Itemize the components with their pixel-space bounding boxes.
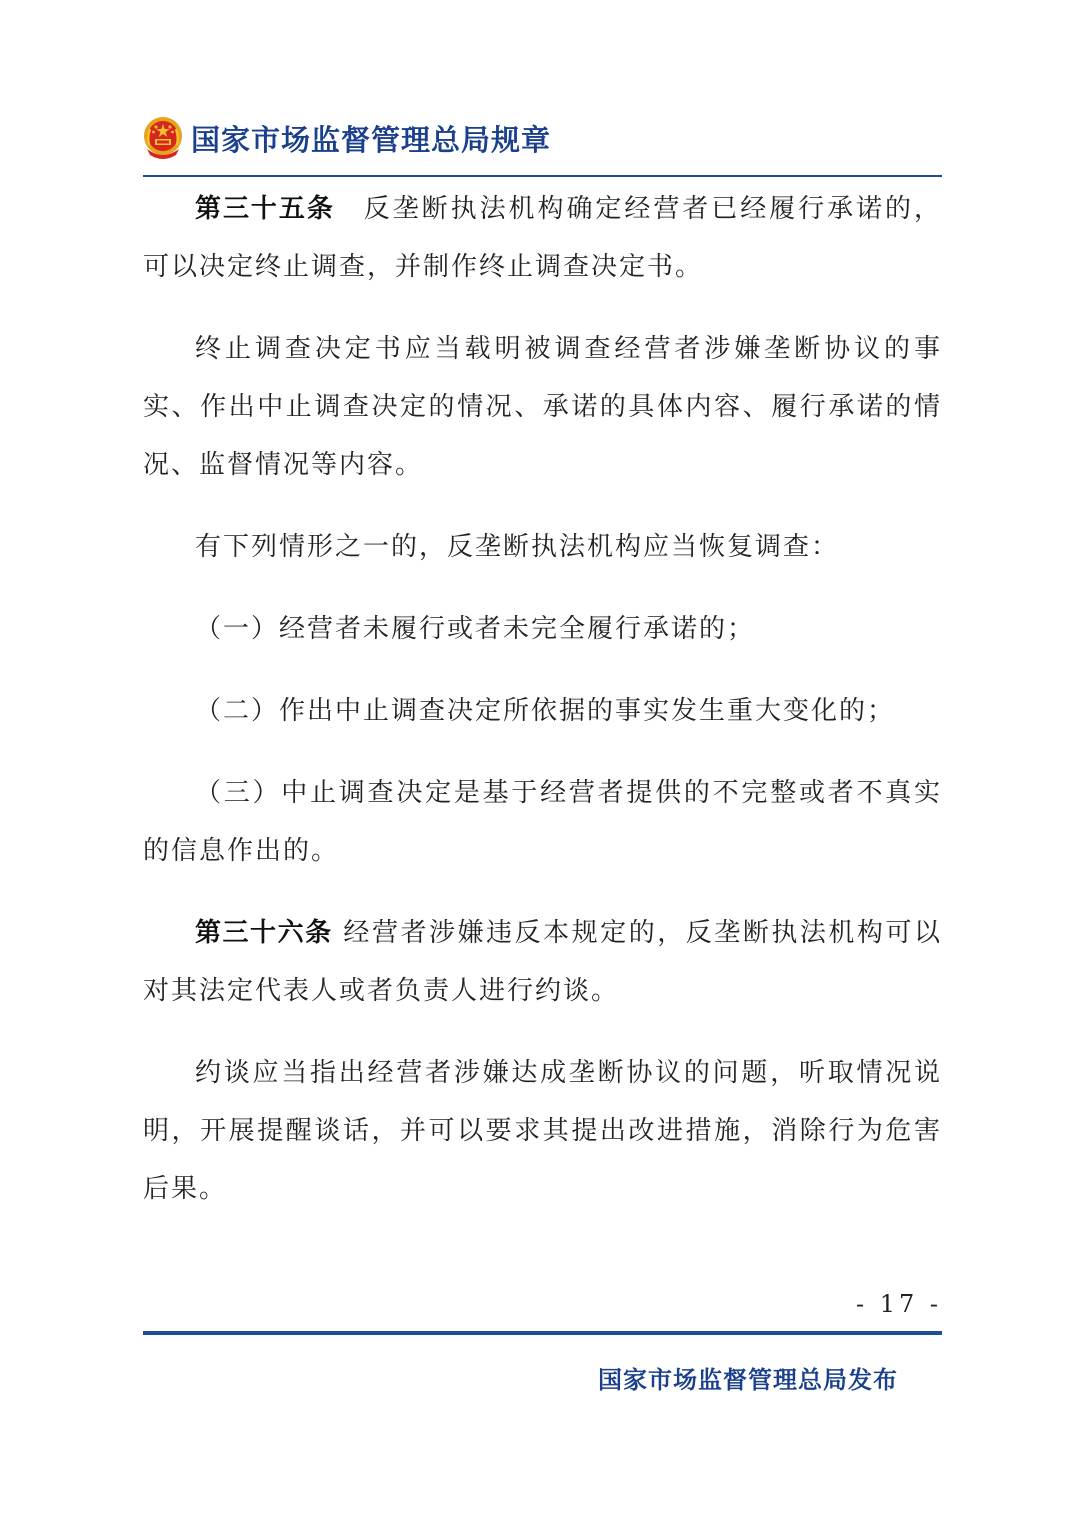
footer-publisher: 国家市场监督管理总局发布	[598, 1366, 898, 1394]
document-header	[143, 112, 551, 164]
header-title: 国家市场监督管理总局规章	[191, 122, 552, 157]
article-35-text: 反垄断执法机构确定经营者已经履行承诺的，可以决定终止调查，并制作终止调查决定书。	[143, 194, 942, 282]
list-item-3: （三）中止调查决定是基于经营者提供的不完整或者不真实的信息作出的。	[143, 778, 942, 866]
termination-decision-paragraph: 终止调查决定书应当载明被调查经营者涉嫌垄断协议的事实、作出中止调查决定的情况、承诺的具体内容、履行承诺的情况、监督情况等内容。	[143, 334, 942, 480]
list-item-2: （二）作出中止调查决定所依据的事实发生重大变化的；	[195, 696, 896, 726]
footer-divider	[143, 1331, 942, 1335]
article-36-text: 经营者涉嫌违反本规定的，反垄断执法机构可以对其法定代表人或者负责人进行约谈。	[143, 918, 942, 1006]
article-36-paragraph	[143, 904, 942, 1020]
article-35-label: 第三十五条	[195, 194, 335, 224]
interview-paragraph: 约谈应当指出经营者涉嫌达成垄断协议的问题，听取情况说明，开展提醒谈话，并可以要求其提出改进措施，消除行为危害后果。	[143, 1058, 942, 1204]
document-body	[143, 180, 942, 1218]
article-35-paragraph	[143, 180, 942, 296]
header-divider	[143, 175, 942, 177]
list-item-1: （一）经营者未履行或者未完全履行承诺的；	[195, 614, 756, 644]
article-36-label: 第三十六条	[195, 918, 333, 948]
national-emblem-icon	[143, 115, 183, 161]
resume-investigation-paragraph: 有下列情形之一的，反垄断执法机构应当恢复调查：	[195, 532, 840, 562]
page-number: - 17 -	[855, 1290, 942, 1318]
